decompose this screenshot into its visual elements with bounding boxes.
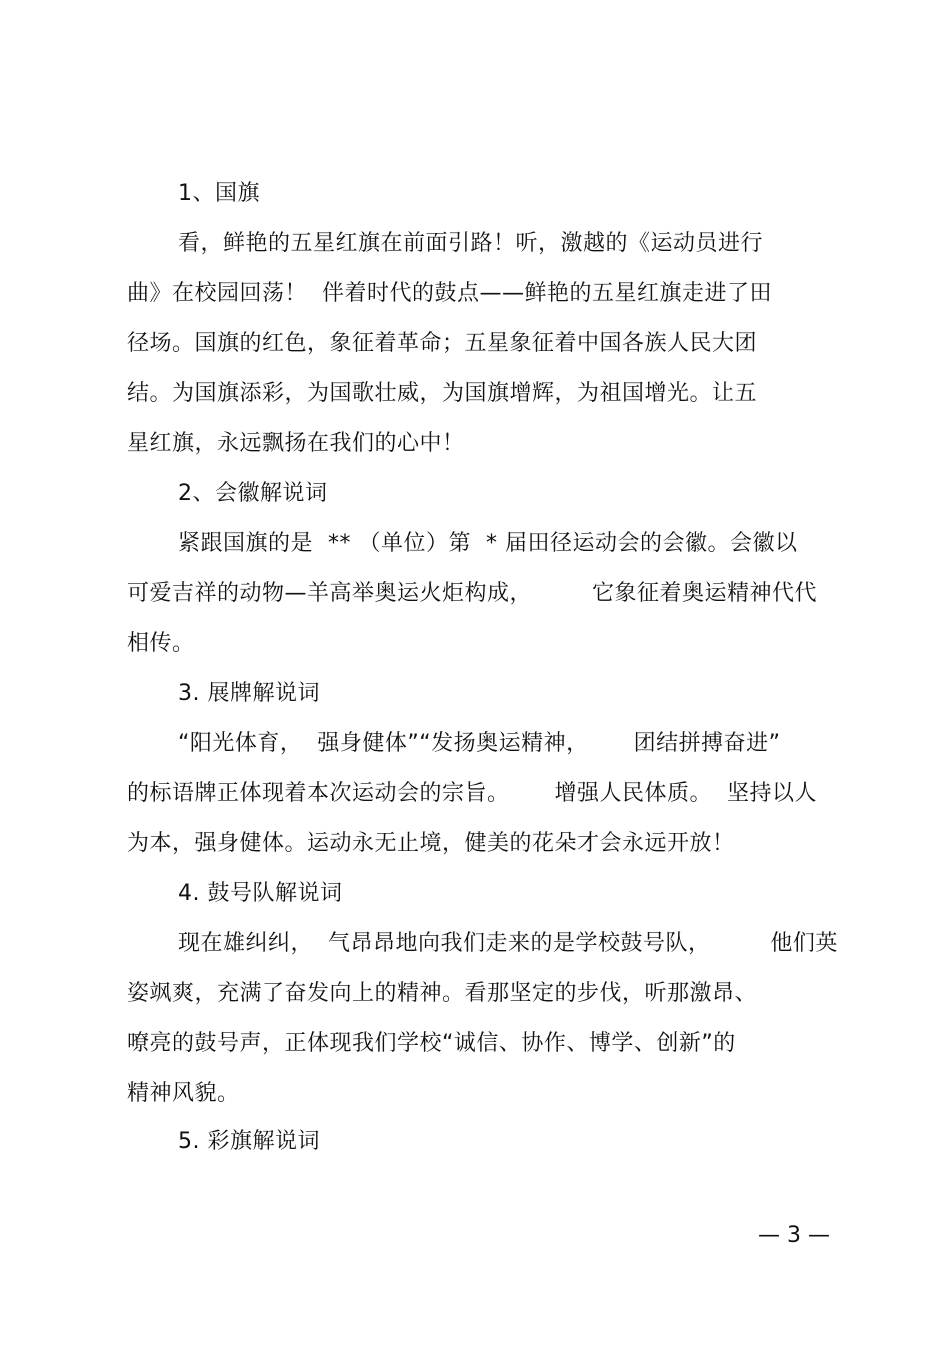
- section-1-paragraph-line: 星红旗，永远飘扬在我们的心中！: [127, 431, 465, 456]
- section-2-heading: 2、会徽解说词: [178, 481, 328, 506]
- section-2-paragraph-line: 相传。: [127, 631, 195, 656]
- section-5-heading: 5. 彩旗解说词: [178, 1129, 320, 1154]
- section-1-paragraph-line: 径场。国旗的红色，象征着革命；五星象征着中国各族人民大团: [127, 331, 758, 356]
- section-3-paragraph-line: “阳光体育， 强身健体”“发扬奥运精神， 团结拼搏奋进”: [178, 731, 781, 756]
- section-1-paragraph-line: 曲》在校园回荡！ 伴着时代的鼓点——鲜艳的五星红旗走进了田: [127, 281, 772, 306]
- section-2-paragraph-line: 紧跟国旗的是 ** （单位）第 * 届田径运动会的会徽。会徽以: [178, 531, 798, 556]
- section-3-paragraph-line: 为本，强身健体。运动永无止境，健美的花朵才会永远开放！: [127, 831, 735, 856]
- section-1-heading: 1、国旗: [178, 181, 260, 206]
- section-3-paragraph-line: 的标语牌正体现着本次运动会的宗旨。 增强人民体质。 坚持以人: [127, 781, 817, 806]
- section-3-heading: 3. 展牌解说词: [178, 681, 320, 706]
- page-number: — 3 —: [758, 1223, 830, 1248]
- section-4-heading: 4. 鼓号队解说词: [178, 881, 343, 906]
- section-4-paragraph-line: 姿飒爽，充满了奋发向上的精神。看那坚定的步伐，听那激昂、: [127, 981, 758, 1006]
- section-1-paragraph-line: 看，鲜艳的五星红旗在前面引路！听，激越的《运动员进行: [178, 231, 764, 256]
- section-4-paragraph-line: 精神风貌。: [127, 1081, 240, 1106]
- section-4-paragraph-line: 嘹亮的鼓号声，正体现我们学校“诚信、协作、博学、创新”的: [127, 1031, 736, 1056]
- section-2-paragraph-line: 可爱吉祥的动物—羊高举奥运火炬构成， 它象征着奥运精神代代: [127, 581, 817, 606]
- section-1-paragraph-line: 结。为国旗添彩，为国歌壮威，为国旗增辉，为祖国增光。让五: [127, 381, 758, 406]
- section-4-paragraph-line: 现在雄纠纠， 气昂昂地向我们走来的是学校鼓号队， 他们英: [178, 931, 838, 956]
